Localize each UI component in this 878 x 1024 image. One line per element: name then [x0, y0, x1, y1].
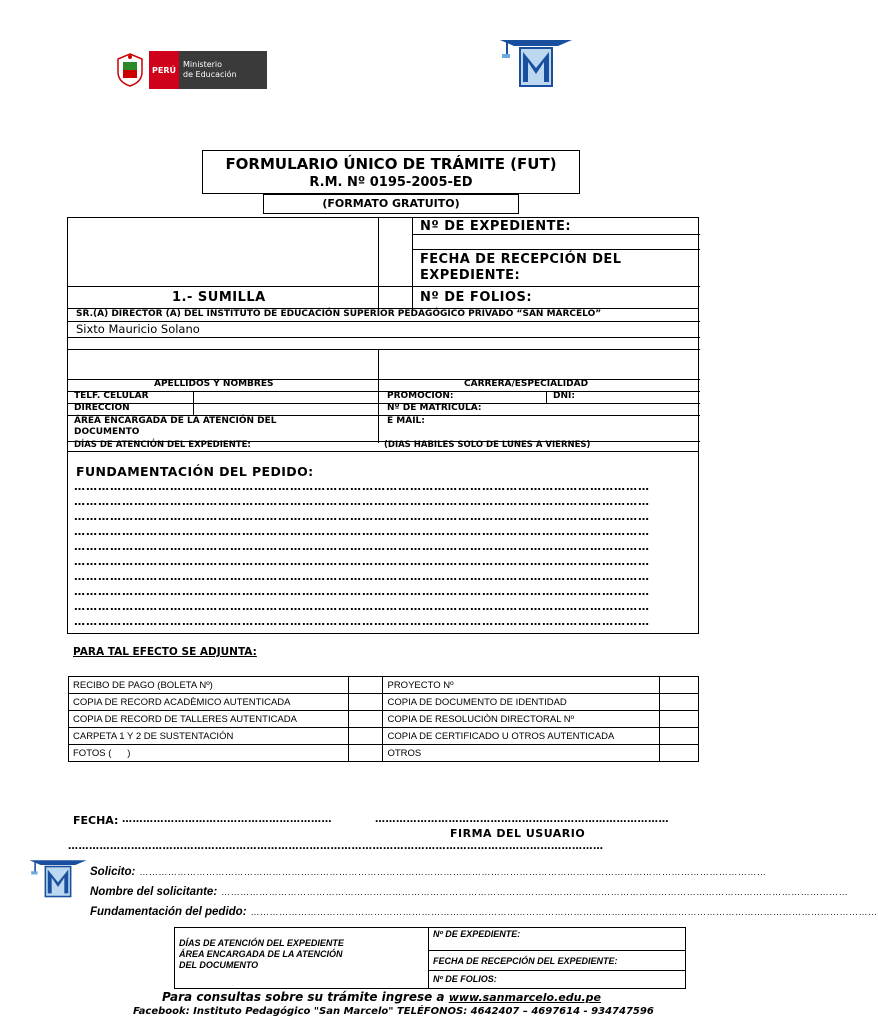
attachments-table [68, 676, 699, 762]
carrera-label: CARRERA/ESPECIALIDAD [464, 379, 589, 389]
recepcion-label: FECHA DE RECEPCIÓN DEL EXPEDIENTE: [420, 252, 622, 283]
attachment-right: COPIA DE CERTIFICADO U OTROS AUTENTICADA [383, 728, 660, 745]
attachment-left: RECIBO DE PAGO (BOLETA Nº) [69, 677, 349, 694]
telf-label: TELF. CELULAR [74, 391, 149, 401]
fecha-field[interactable]: …………………………………………………… [122, 814, 332, 825]
san-marcelo-logo-small [28, 853, 88, 899]
ministry-label: Ministerio de Educación [179, 51, 267, 89]
nombre-label: Nombre del solicitante: [90, 886, 218, 898]
fundamentacion-field[interactable]: ……………………………………………………………………………………………………………………………………………………………………………… [250, 907, 878, 917]
san-marcelo-logo [498, 32, 574, 88]
attachment-check[interactable] [348, 677, 383, 694]
solicito-row [90, 866, 767, 878]
attachment-check[interactable] [660, 694, 699, 711]
attachment-check[interactable] [348, 728, 383, 745]
attachment-right: COPIA DE RESOLUCIÒN DIRECTORAL Nº [383, 711, 660, 728]
sumilla-label: 1.- SUMILLA [172, 290, 266, 305]
resolution-number: R.M. Nº 0195-2005-ED [309, 175, 473, 190]
fecha-label: FECHA: [73, 814, 119, 827]
table-row [69, 745, 699, 762]
attachment-left: COPIA DE RECORD ACADÈMICO AUTENTICADA [69, 694, 349, 711]
consultas-text: Para consultas sobre su trámite ingrese a www.sanmarcelo.edu.pe [162, 990, 601, 1004]
cut-line: ……………………………………………………………………………………………………………………………………… [68, 841, 604, 852]
promocion-label: PROMOCION: [387, 391, 454, 401]
applicant-block [67, 309, 699, 452]
nombre-row [90, 886, 849, 898]
attachment-right: OTROS [383, 745, 660, 762]
expediente-label: Nº DE EXPEDIENTE: [420, 219, 572, 234]
nombre-field[interactable]: ……………………………………………………………………………………………………………………………………………………………………………… [221, 887, 849, 897]
contact-text: Facebook: Instituto Pedagógico "San Marcelo" TELÉFONOS: 4642407 – 4697614 - 934747596 [133, 1006, 654, 1017]
table-row [69, 711, 699, 728]
form-title-box [202, 150, 580, 194]
fundamentacion-block [67, 452, 699, 634]
attachment-right: PROYECTO Nº [383, 677, 660, 694]
attachment-check[interactable] [660, 677, 699, 694]
receipt-expediente: Nº DE EXPEDIENTE: [429, 928, 686, 951]
attachments-heading: PARA TAL EFECTO SE ADJUNTA: [73, 646, 257, 658]
receipt-recepcion: FECHA DE RECEPCIÓN DEL EXPEDIENTE: [429, 951, 686, 971]
table-row [69, 694, 699, 711]
attachment-check[interactable] [348, 694, 383, 711]
fundamentacion-short-label: Fundamentación del pedido: [90, 906, 247, 918]
free-format-label: (FORMATO GRATUITO) [263, 194, 519, 214]
dni-label: DNI: [553, 391, 575, 401]
solicito-label: Solicito: [90, 866, 136, 878]
table-row [69, 728, 699, 745]
applicant-name[interactable]: Sixto Mauricio Solano [76, 322, 200, 336]
solicito-field[interactable]: ……………………………………………………………………………………………………………………………………………………………………………… [139, 867, 767, 877]
website-link[interactable]: www.sanmarcelo.edu.pe [448, 991, 601, 1004]
attachment-check[interactable] [660, 745, 699, 762]
matricula-label: Nº DE MATRICULA: [387, 403, 482, 413]
dias-note: (DIAS HABILES SOLO DE LUNES A VIERNES) [384, 440, 591, 450]
email-label: E MAIL: [387, 416, 425, 426]
area-label: ÁREA ENCARGADA DE LA ATENCIÓN DEL DOCUMENTO [74, 416, 277, 437]
fundamentacion-label: FUNDAMENTACIÓN DEL PEDIDO: [76, 464, 314, 479]
form-title: FORMULARIO ÚNICO DE TRÁMITE (FUT) [225, 155, 557, 173]
fundamentacion-lines[interactable]: ……………………………………………………………………………………………………………………………… ……………………………………………………………………………………………………………………………… ……………………………………………………………………………………………………………………………… ……………………………………………………………………………………………………………………………… ……………………………………………………………………………………………………………………………… ……………………………………………………………………………………………………………………………… ……………………………………………………………………………………………………………………………… ……………………………………………………………………………………………………………………………… ……………………………………………………………………………………………………………………………… ……………………………………………………………………………………………………………………………… [74, 480, 650, 628]
receipt-left-cell: DÍAS DE ATENCIÓN DEL EXPEDIENTE ÁREA ENCARGADA DE LA ATENCIÓN DEL DOCUMENTO [175, 928, 429, 989]
peru-shield-icon [115, 52, 145, 88]
attachment-check[interactable] [348, 711, 383, 728]
attachment-check[interactable] [348, 745, 383, 762]
attachment-left: COPIA DE RECORD DE TALLERES AUTENTICADA [69, 711, 349, 728]
direccion-label: DIRECCION [74, 403, 130, 413]
fundamentacion-row [90, 906, 878, 918]
firma-field[interactable]: ………………………………………………………………………… [375, 814, 669, 825]
apellidos-label: APELLIDOS Y NOMBRES [154, 379, 274, 389]
minedu-logo [115, 50, 270, 90]
attachment-right: COPIA DE DOCUMENTO DE IDENTIDAD [383, 694, 660, 711]
attachment-left: FOTOS ( ) [69, 745, 349, 762]
peru-label: PERÚ [149, 51, 179, 89]
table-row [69, 677, 699, 694]
folios-label: Nº DE FOLIOS: [420, 290, 533, 305]
attachment-check[interactable] [660, 728, 699, 745]
firma-label: FIRMA DEL USUARIO [450, 827, 586, 840]
receipt-folios: Nº DE FOLIOS: [429, 971, 686, 989]
receipt-table [174, 927, 686, 989]
attachment-check[interactable] [660, 711, 699, 728]
director-line: SR.(A) DIRECTOR (A) DEL INSTITUTO DE EDUCACIÓN SUPERIOR PEDAGÓGICO PRIVADO “SAN MARCELO” [76, 309, 602, 319]
dias-label: DÍAS DE ATENCIÓN DEL EXPEDIENTE: [74, 440, 251, 450]
top-block [67, 217, 699, 309]
attachment-left: CARPETA 1 Y 2 DE SUSTENTACIÓN [69, 728, 349, 745]
